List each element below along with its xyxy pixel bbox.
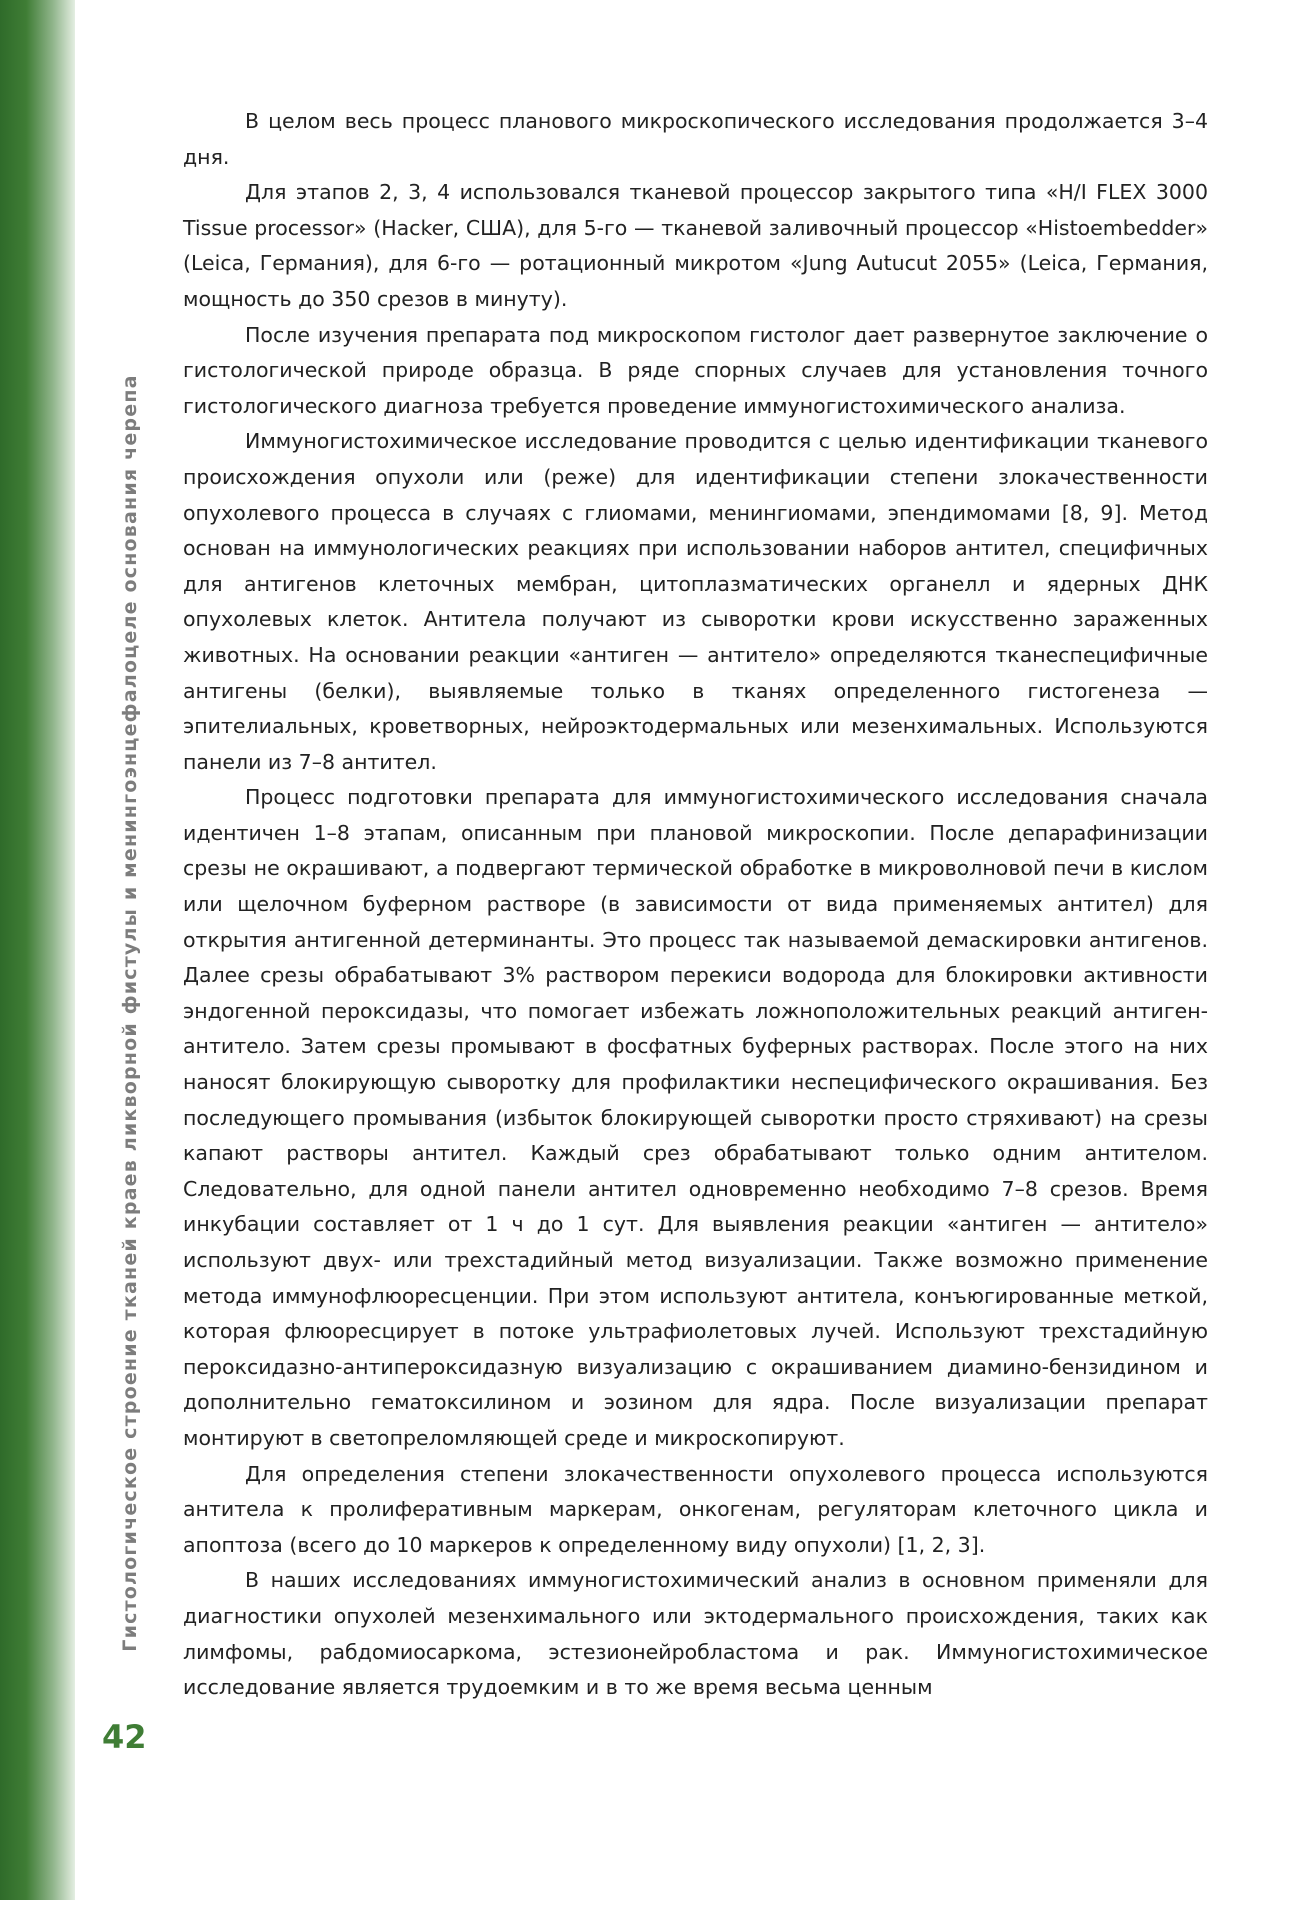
paragraph: Процесс подготовки препарата для иммуногистохимического исследования сначала идентичен 1–8 этапам, описанным при плановой микроскопии. После депарафинизации срезы не окрашивают, а подвергают термической обработке в микроволновой печи в кислом или щелочном буферном растворе (в зависимости от вида применяемых антител) для открытия антигенной детерминанты. Это процесс так называемой демаскировки антигенов. Далее срезы обрабатывают 3% раствором перекиси водорода для блокировки активности эндогенной пероксидазы, что помогает избежать ложноположительных реакций антиген-антитело. Затем срезы промывают в фосфатных буферных растворах. После этого на них наносят блокирующую сыворотку для профилактики неспецифического окрашивания. Без последующего промывания (избыток блокирующей сыворотки просто стряхивают) на срезы капают растворы антител. Каждый срез обрабатывают только одним антителом. Следовательно, для одной панели антител одновременно необходимо 7–8 срезов. Время инкубации составляет от 1 ч до 1 сут. Для выявления реакции «антиген — антитело» используют двух- или трехстадийный метод визуализации. Также возможно применение метода иммунофлюоресценции. При этом используют антитела, конъюгированные меткой, которая флюоресцирует в потоке ультрафиолетовых лучей. Используют трехстадийную пероксидазно-антипероксидазную визуализацию с окрашиванием диамино-бензидином и дополнительно гематоксилином и эозином для ядра. После визуализации препарат монтируют в светопреломляющей среде и микроскопируют.	[183, 785, 1208, 1450]
paragraph: Иммуногистохимическое исследование проводится с целью идентификации тканевого происхождения опухоли или (реже) для идентификации степени злокачественности опухолевого процесса в случаях с глиомами, менингиомами, эпендимомами [8, 9]. Метод основан на иммунологических реакциях при использовании наборов антител, специфичных для антигенов клеточных мембран, цитоплазматических органелл и ядерных ДНК опухолевых клеток. Антитела получают из сыворотки крови искусственно зараженных животных. На основании реакции «антиген — антитело» определяются тканеспецифичные антигены (белки), выявляемые только в тканях определенного гистогенеза — эпителиальных, кроветворных, нейроэктодермальных или мезенхимальных. Используются панели из 7–8 антител.	[183, 429, 1208, 774]
running-head-vertical: Гистологическое строение тканей краев ликворной фистулы и менингоэнцефалоцеле основания черепа	[119, 374, 141, 1652]
paragraph: В наших исследованиях иммуногистохимический анализ в основном применяли для диагностики опухолей мезенхимального или эктодермального происхождения, таких как лимфомы, рабдомиосаркома, эстезионейробластома и рак. Иммуногистохимическое исследование является трудоемким и в то же время весьма ценным	[183, 1568, 1208, 1700]
page-number: 42	[102, 1718, 147, 1756]
paragraph: В целом весь процесс планового микроскопического исследования продолжается 3–4 дня.	[183, 109, 1208, 169]
paragraph: Для этапов 2, 3, 4 использовался тканевой процессор закрытого типа «H/I FLEX 3000 Tissue processor» (Hacker, США), для 5-го — тканевой заливочный процессор «Histoembedder» (Leica, Германия), для 6-го — ротационный микротом «Jung Autucut 2055» (Leica, Германия, мощность до 350 срезов в минуту).	[183, 180, 1208, 311]
paragraph: Для определения степени злокачественности опухолевого процесса используются антитела к пролиферативным маркерам, онкогенам, регуляторам клеточного цикла и апоптоза (всего до 10 маркеров к определенному виду опухоли) [1, 2, 3].	[183, 1461, 1208, 1557]
body-text	[183, 104, 1208, 1706]
side-color-band	[0, 0, 75, 1900]
paragraph: После изучения препарата под микроскопом гистолог дает развернутое заключение о гистологической природе образца. В ряде спорных случаев для установления точного гистологического диагноза требуется проведение иммуногистохимического анализа.	[183, 322, 1208, 418]
